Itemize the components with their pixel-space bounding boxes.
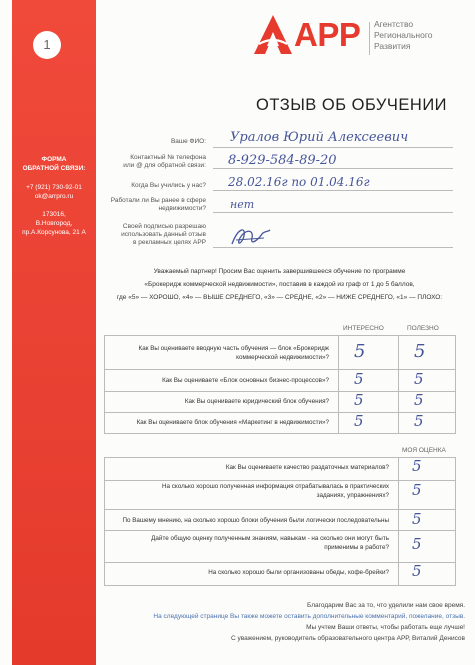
- sidebar-address: [12, 210, 96, 237]
- intro-line: Уважаемый партнер! Просим Вас оценить завершившееся обучение по программе: [153, 268, 406, 275]
- grade-interest-4[interactable]: 5: [354, 412, 364, 430]
- question-line: Как Вы оцениваете качество раздаточных материалов?: [225, 464, 389, 471]
- page-number-badge: 1: [33, 31, 61, 59]
- field-value-dates[interactable]: 28.02.16г по 01.04.16г: [228, 175, 370, 189]
- label-line: Своей подписью разрешаю: [122, 223, 206, 230]
- page-title: ОТЗЫВ ОБ ОБУЧЕНИИ: [256, 96, 448, 114]
- org-name-line: Развития: [374, 41, 411, 51]
- field-value-contact[interactable]: 8-929-584-89-20: [228, 153, 337, 168]
- label-line: Когда Вы учились у нас?: [131, 182, 206, 189]
- footer-line: Благодарим Вас за то, что уделили нам свое время.: [307, 602, 465, 609]
- grade-useful-1[interactable]: 5: [414, 341, 426, 362]
- label-line: в рекламных целях АРР: [132, 239, 206, 246]
- signature-icon[interactable]: [228, 224, 274, 250]
- field-line-contact: [213, 168, 453, 169]
- intro-line: где «5» — ХОРОШО, «4» — ВЫШЕ СРЕДНЕГО, «3» — СРЕДНЕ, «2» — НИЖЕ СРЕДНЕГО, «1» — ПЛОХО:: [116, 294, 443, 301]
- label-line: или @ для обратной связи:: [123, 162, 206, 169]
- field-label-experience: [104, 197, 206, 213]
- logo-text: АРР: [294, 16, 361, 53]
- sidebar-phone: +7 (921) 730-92-01: [26, 184, 82, 191]
- address-line: пр.А.Корсунова, 21 А: [22, 229, 86, 236]
- question-9: [104, 568, 389, 577]
- column-divider: [398, 336, 399, 433]
- intro-text: [104, 265, 455, 304]
- sidebar-heading: [12, 155, 96, 173]
- row-divider: [105, 369, 455, 370]
- question-7: [104, 516, 389, 525]
- footer-line: С уважением, руководитель образовательного центра АРР, Виталий Денисов: [231, 635, 465, 642]
- question-line: коммерческой недвижимости»?: [236, 354, 329, 361]
- field-line-name: [213, 147, 453, 148]
- question-3: [104, 397, 329, 406]
- field-label-name: [104, 138, 206, 146]
- question-8: [104, 534, 389, 552]
- field-label-dates: [104, 182, 206, 190]
- sidebar-email: ok@arrpro.ru: [34, 193, 74, 200]
- footer-line: На следующей странице Вы также можете оставить дополнительные комментарий, пожелание, отзыв.: [153, 613, 465, 620]
- question-line: Как Вы оцениваете вводную часть обучения — блок «Брокеридж: [138, 345, 329, 352]
- row-divider: [105, 562, 455, 563]
- field-label-contact: [104, 154, 206, 170]
- column-divider: [338, 336, 339, 433]
- logo-mark-icon: [253, 14, 293, 56]
- question-6: [104, 482, 389, 500]
- column-divider: [398, 458, 399, 585]
- address-line: В.Новгород,: [35, 220, 73, 227]
- question-1: [104, 344, 329, 362]
- question-5: [104, 463, 389, 472]
- intro-line: «Брокеридж коммерческой недвижимости», поставив в каждой из граф от 1 до 5 баллов,: [144, 281, 415, 288]
- grade-useful-4[interactable]: 5: [414, 412, 424, 430]
- question-2: [104, 376, 329, 385]
- row-divider: [105, 480, 455, 481]
- question-line: На сколько хорошо полученная информация отрабатывалась в практических: [161, 483, 389, 490]
- grade-interest-2[interactable]: 5: [354, 370, 364, 388]
- grade-interest-1[interactable]: 5: [354, 341, 366, 362]
- footer-line: Мы учтем Ваши ответы, чтобы работать еще лучше!: [306, 624, 465, 631]
- question-line: Дайте общую оценку полученным знаниям, навыкам - на сколько они могут быть: [151, 535, 389, 542]
- question-line: Как Вы оцениваете «Блок основных бизнес-процессов»?: [162, 377, 329, 384]
- row-divider: [105, 509, 455, 510]
- question-line: Как Вы оцениваете блок обучения «Маркетинг в недвижимости»?: [136, 419, 329, 426]
- label-line: Контактный № телефона: [130, 154, 206, 161]
- sidebar-heading-line: ОБРАТНОЙ СВЯЗИ:: [22, 165, 86, 172]
- grade-mine-2[interactable]: 5: [412, 481, 422, 499]
- field-label-consent: [104, 223, 206, 247]
- question-line: Как Вы оцениваете юридический блок обучения?: [184, 398, 329, 405]
- row-divider: [105, 412, 455, 413]
- row-divider: [105, 391, 455, 392]
- field-value-name[interactable]: Уралов Юрий Алексеевич: [230, 130, 409, 145]
- grade-useful-3[interactable]: 5: [414, 391, 424, 409]
- grade-mine-1[interactable]: 5: [412, 457, 422, 475]
- field-value-experience[interactable]: нет: [230, 198, 255, 211]
- question-4: [104, 418, 329, 427]
- org-name-line: Регионального: [374, 30, 433, 40]
- column-header-useful: ПОЛЕЗНО: [407, 325, 439, 332]
- footer-text: [100, 600, 465, 644]
- question-line: По Вашему мнению, на сколько хорошо блоки обучения были логически последовательны: [122, 517, 389, 524]
- org-name: [374, 19, 432, 52]
- org-name-line: Агентство: [374, 19, 414, 29]
- label-line: Ваше ФИО:: [170, 138, 206, 145]
- label-line: использовать данный отзыв: [121, 231, 206, 238]
- field-line-experience: [213, 212, 453, 213]
- question-line: На сколько хорошо были организованы обеды, кофе-брейки?: [208, 569, 389, 576]
- column-header-mine: МОЯ ОЦЕНКА: [402, 447, 446, 454]
- label-line: недвижимости?: [158, 205, 206, 212]
- address-line: 173016,: [42, 211, 66, 218]
- grade-mine-3[interactable]: 5: [412, 510, 422, 528]
- logo-divider: [369, 22, 370, 55]
- sidebar-heading-line: ФОРМА: [41, 156, 67, 163]
- field-line-dates: [213, 190, 453, 191]
- question-line: применимы в работе?: [324, 544, 389, 551]
- row-divider: [105, 530, 455, 531]
- sidebar-contacts: [12, 183, 96, 201]
- grade-mine-5[interactable]: 5: [412, 562, 422, 580]
- grade-mine-4[interactable]: 5: [412, 535, 422, 553]
- question-line: заданиях, упражнениях?: [316, 492, 389, 499]
- grade-interest-3[interactable]: 5: [354, 391, 364, 409]
- sidebar: [12, 0, 96, 665]
- column-header-interest: ИНТЕРЕСНО: [343, 325, 384, 332]
- grade-useful-2[interactable]: 5: [414, 370, 424, 388]
- label-line: Работали ли Вы ранее в сфере: [110, 197, 206, 204]
